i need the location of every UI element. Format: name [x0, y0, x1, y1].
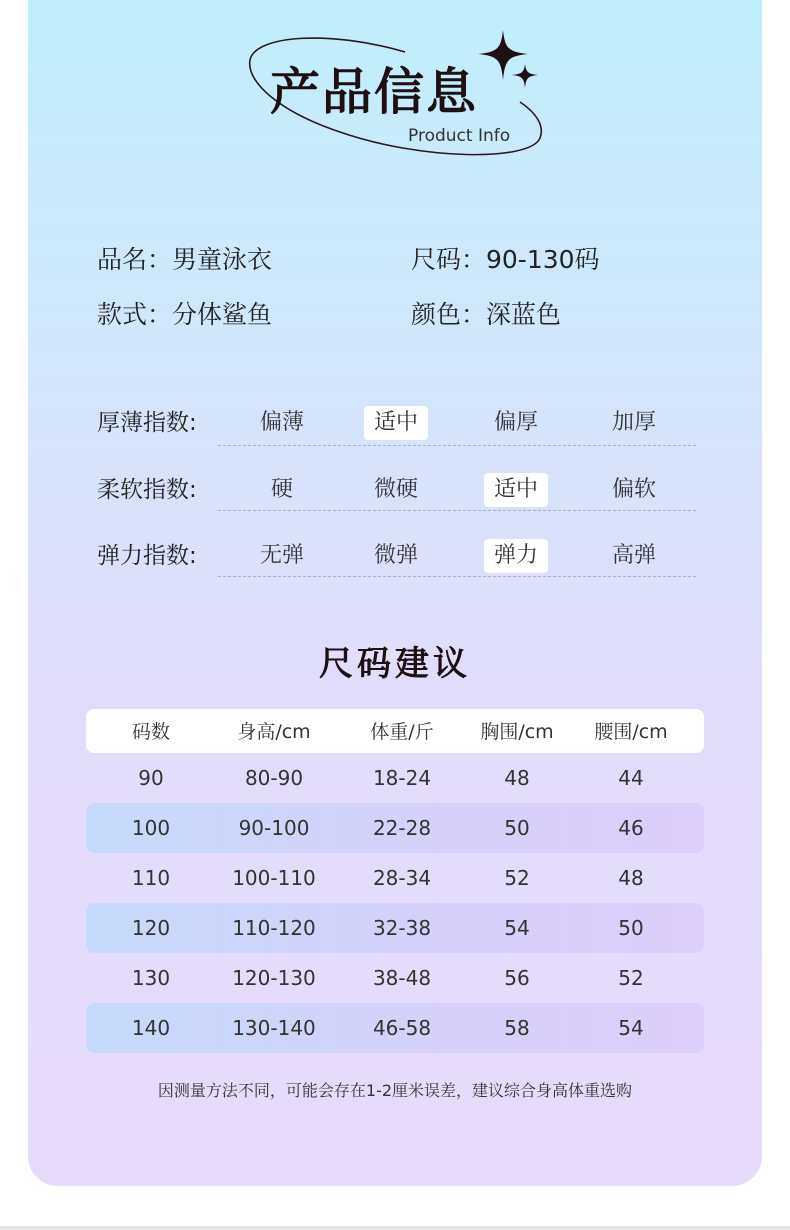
product-name: 品名：男童泳衣 [97, 245, 273, 274]
product-size-range: 尺码：90-130码 [411, 245, 600, 274]
table-cell: 130-140 [232, 1016, 316, 1040]
table-cell: 120-130 [232, 966, 316, 990]
dashed-divider [218, 576, 696, 577]
index-option: 微弹 [373, 543, 418, 568]
table-cell: 44 [618, 766, 644, 790]
dashed-divider [218, 445, 696, 446]
table-cell: 80-90 [244, 766, 304, 790]
table-cell: 56 [504, 966, 530, 990]
index-option-selected: 适中 [484, 473, 548, 507]
index-option-selected: 适中 [364, 406, 428, 440]
product-style: 款式：分体鲨鱼 [97, 300, 273, 329]
dashed-divider [218, 510, 696, 511]
index-option: 偏薄 [259, 410, 304, 435]
table-cell: 48 [504, 766, 530, 790]
column-header-waist: 腰围/cm [594, 721, 668, 743]
measurement-note: 因测量方法不同，可能会存在1-2厘米误差，建议综合身高体重选购 [157, 1081, 633, 1100]
table-cell: 52 [504, 866, 530, 890]
table-cell: 28-34 [372, 866, 432, 890]
table-cell: 48 [618, 866, 644, 890]
table-cell: 110 [131, 866, 171, 890]
table-cell: 130 [131, 966, 171, 990]
index-option: 偏软 [611, 477, 656, 502]
table-cell: 32-38 [372, 916, 432, 940]
page-title: 产品信息 [270, 63, 478, 121]
page-subtitle: Product Info [408, 126, 511, 146]
table-cell: 50 [504, 816, 530, 840]
bottom-divider [0, 1226, 790, 1230]
column-header-weight: 体重/斤 [370, 721, 434, 743]
table-cell: 100-110 [232, 866, 316, 890]
table-cell: 38-48 [372, 966, 432, 990]
product-color: 颜色：深蓝色 [411, 300, 562, 329]
table-cell: 46 [618, 816, 644, 840]
table-cell: 58 [504, 1016, 530, 1040]
index-option-selected: 弹力 [484, 539, 548, 573]
table-cell: 90 [138, 766, 164, 790]
index-label: 弹力指数: [97, 543, 197, 569]
table-cell: 100 [131, 816, 171, 840]
index-option: 加厚 [611, 410, 656, 435]
size-section-title: 尺码建议 [319, 644, 471, 684]
table-cell: 54 [504, 916, 530, 940]
table-cell: 22-28 [372, 816, 432, 840]
table-cell: 90-100 [238, 816, 310, 840]
table-cell: 54 [618, 1016, 644, 1040]
table-cell: 120 [131, 916, 171, 940]
index-label: 柔软指数: [97, 477, 197, 503]
header [0, 0, 790, 170]
index-option: 偏厚 [493, 410, 538, 435]
index-option: 硬 [270, 477, 293, 502]
index-option: 高弹 [611, 543, 656, 568]
index-option: 微硬 [373, 477, 418, 502]
table-cell: 46-58 [372, 1016, 432, 1040]
column-header-size: 码数 [131, 721, 170, 743]
table-cell: 50 [618, 916, 644, 940]
column-header-chest: 胸围/cm [480, 721, 554, 743]
table-cell: 18-24 [372, 766, 432, 790]
table-cell: 110-120 [232, 916, 316, 940]
table-cell: 52 [618, 966, 644, 990]
index-label: 厚薄指数: [97, 410, 197, 436]
index-option: 无弹 [259, 543, 304, 568]
table-cell: 140 [131, 1016, 171, 1040]
column-header-height: 身高/cm [237, 721, 311, 743]
